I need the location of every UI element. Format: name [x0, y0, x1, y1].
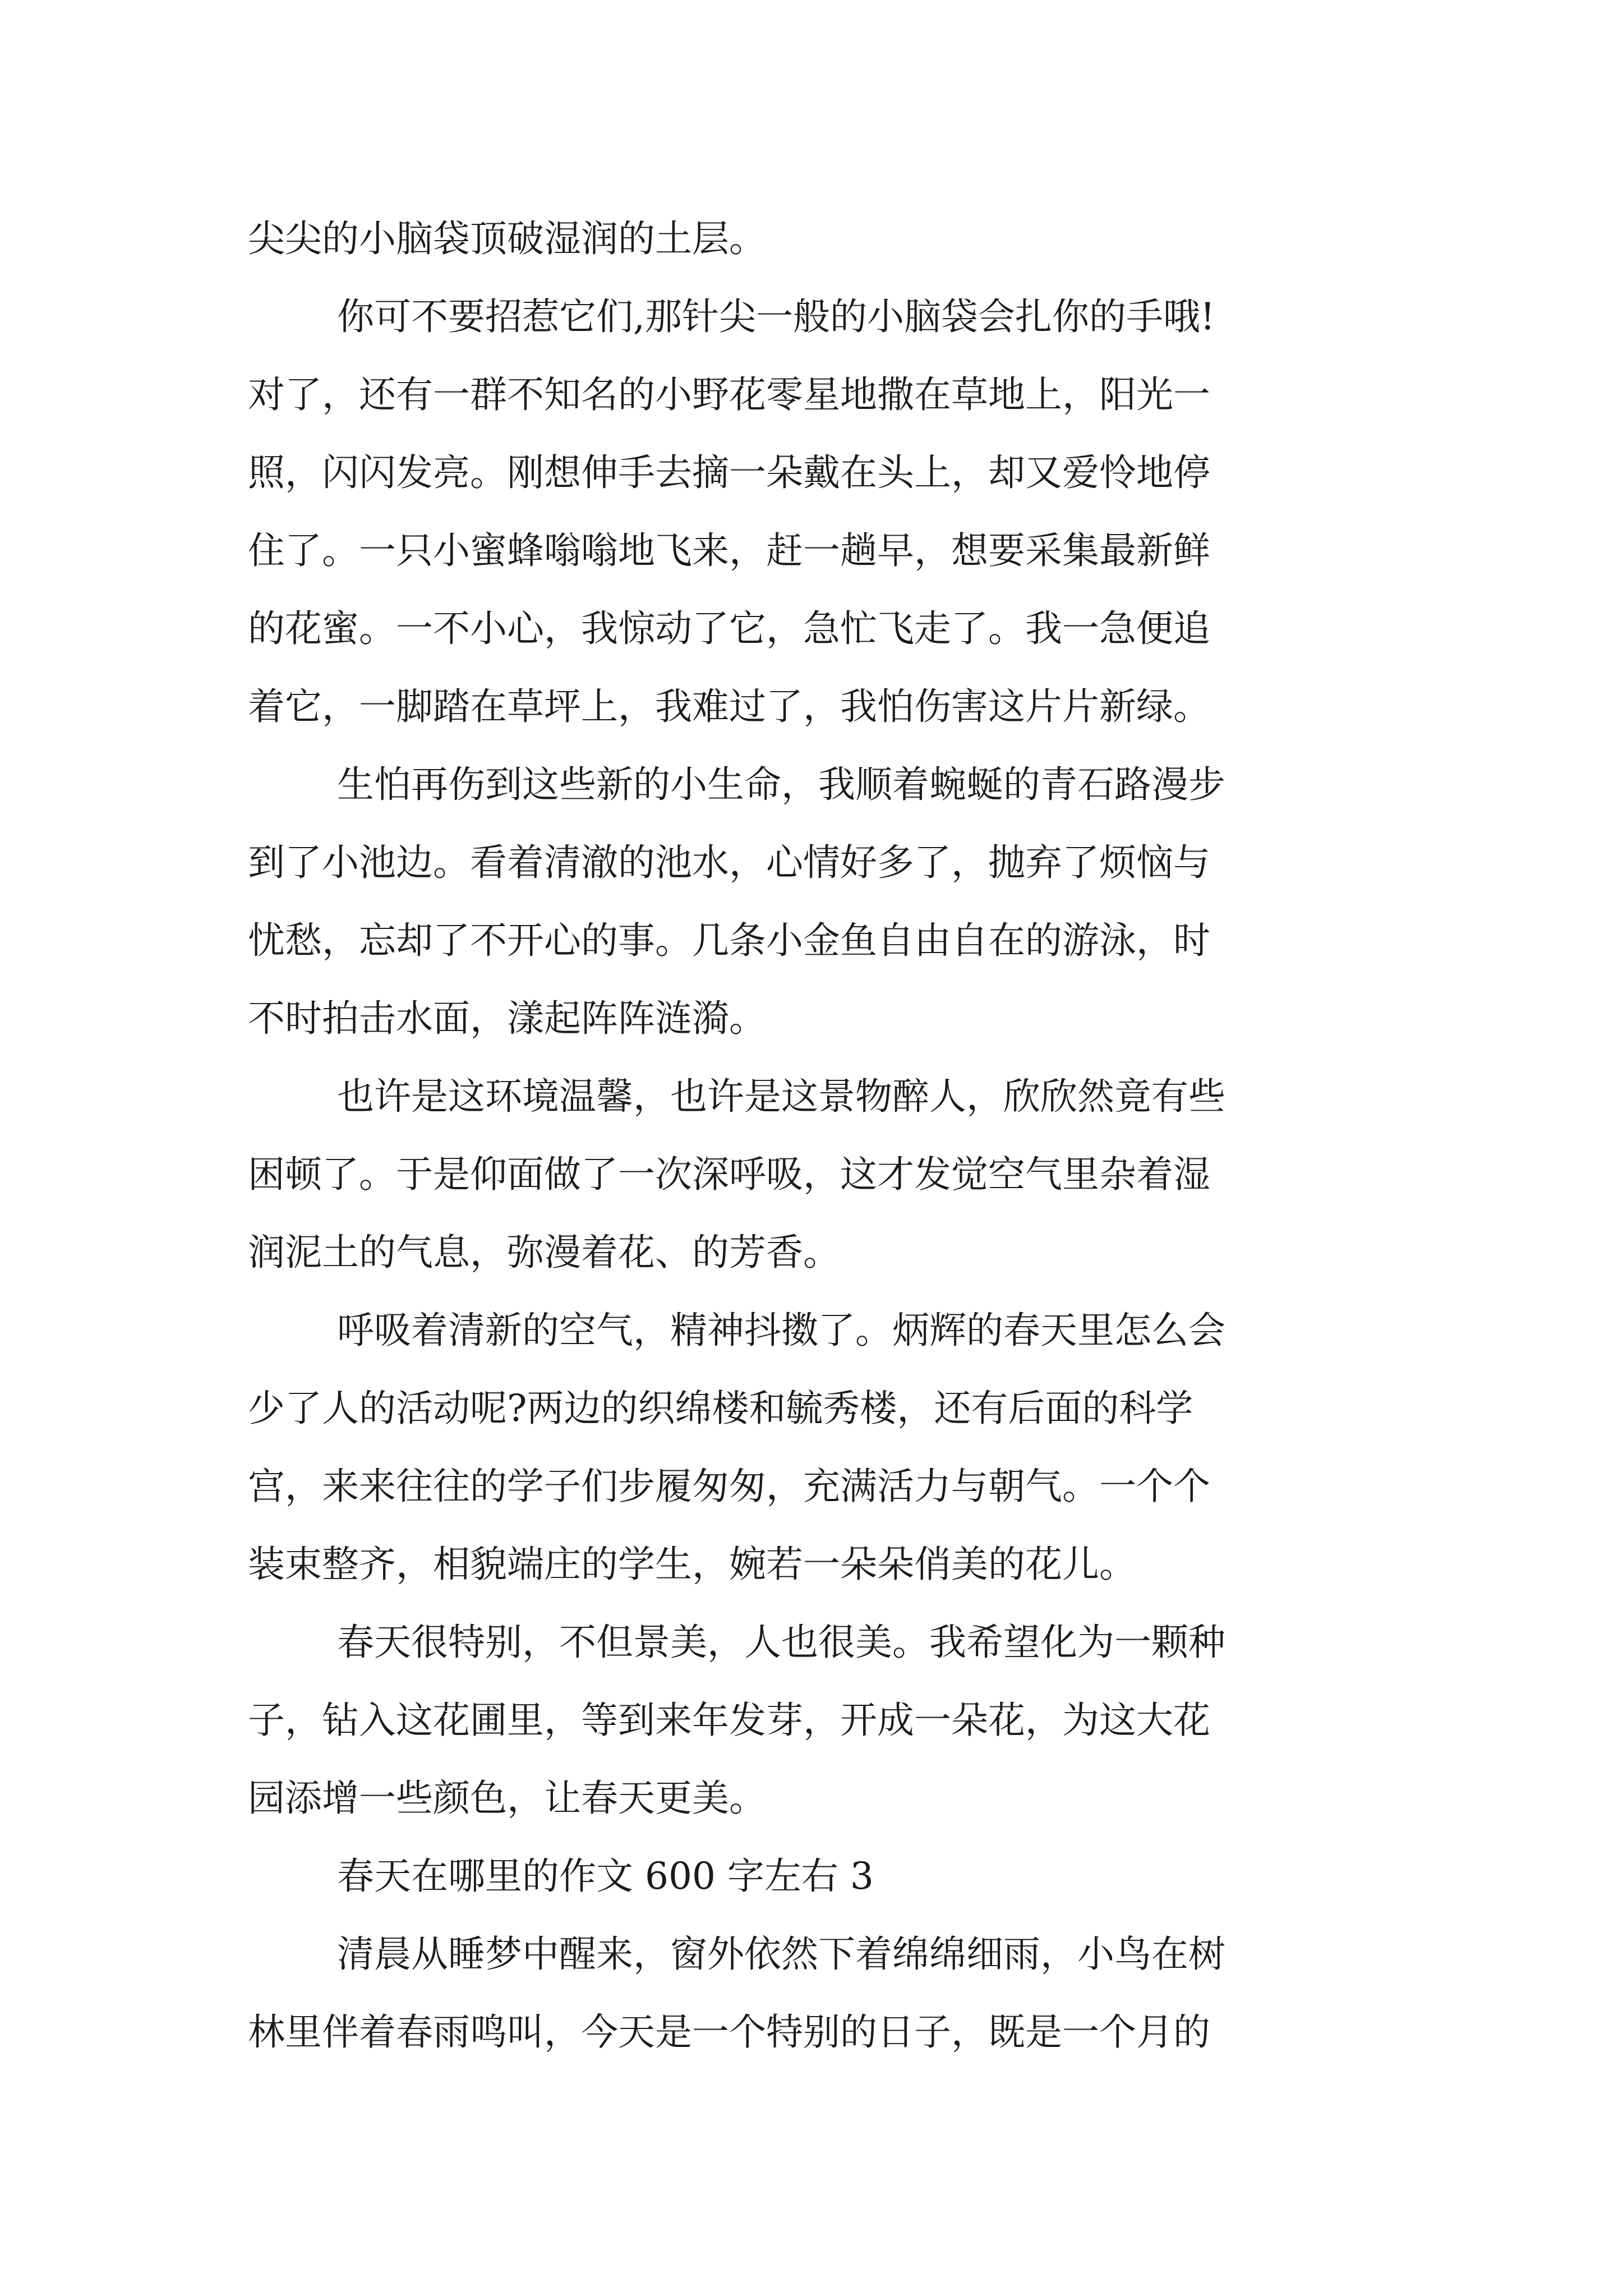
text-line: 春天很特别，不但景美，人也很美。我希望化为一颗种 [337, 1621, 1225, 1664]
text-line: 也许是这环境温馨，也许是这景物醉人，欣欣然竟有些 [337, 1075, 1225, 1118]
text-line: 宫，来来往往的学子们步履匆匆，充满活力与朝气。一个个 [248, 1465, 1210, 1508]
text-line: 生怕再伤到这些新的小生命，我顺着蜿蜒的青石路漫步 [337, 763, 1225, 806]
section-heading: 春天在哪里的作文 600 字左右 3 [337, 1855, 874, 1898]
text-line: 尖尖的小脑袋顶破湿润的土层。 [248, 217, 766, 260]
text-line: 照，闪闪发亮。刚想伸手去摘一朵戴在头上，却又爱怜地停 [248, 451, 1210, 494]
text-line: 清晨从睡梦中醒来，窗外依然下着绵绵细雨，小鸟在树 [337, 1932, 1225, 1976]
text-line: 润泥土的气息，弥漫着花、的芳香。 [248, 1231, 840, 1274]
text-line: 的花蜜。一不小心，我惊动了它，急忙飞走了。我一急便追 [248, 607, 1210, 650]
text-line: 忧愁，忘却了不开心的事。几条小金鱼自由自在的游泳，时 [248, 919, 1210, 962]
text-line: 住了。一只小蜜蜂嗡嗡地飞来，赶一趟早，想要采集最新鲜 [248, 529, 1210, 572]
text-line: 呼吸着清新的空气，精神抖擞了。炳辉的春天里怎么会 [337, 1309, 1225, 1352]
text-line: 园添增一些颜色，让春天更美。 [248, 1777, 766, 1820]
text-line: 你可不要招惹它们,那针尖一般的小脑袋会扎你的手哦! [337, 295, 1215, 338]
text-line: 林里伴着春雨鸣叫，今天是一个特别的日子，既是一个月的 [248, 2010, 1210, 2054]
text-line: 装束整齐，相貌端庄的学生，婉若一朵朵俏美的花儿。 [248, 1543, 1136, 1586]
text-line: 困顿了。于是仰面做了一次深呼吸，这才发觉空气里杂着湿 [248, 1153, 1210, 1196]
text-line: 少了人的活动呢?两边的织绵楼和毓秀楼，还有后面的科学 [248, 1387, 1193, 1430]
text-line: 着它，一脚踏在草坪上，我难过了，我怕伤害这片片新绿。 [248, 685, 1210, 728]
text-line: 对了，还有一群不知名的小野花零星地撒在草地上，阳光一 [248, 373, 1210, 416]
text-line: 不时拍击水面，漾起阵阵涟漪。 [248, 997, 766, 1040]
text-line: 到了小池边。看着清澈的池水，心情好多了，抛弃了烦恼与 [248, 841, 1210, 884]
text-line: 子，钻入这花圃里，等到来年发芽，开成一朵花，为这大花 [248, 1699, 1210, 1742]
